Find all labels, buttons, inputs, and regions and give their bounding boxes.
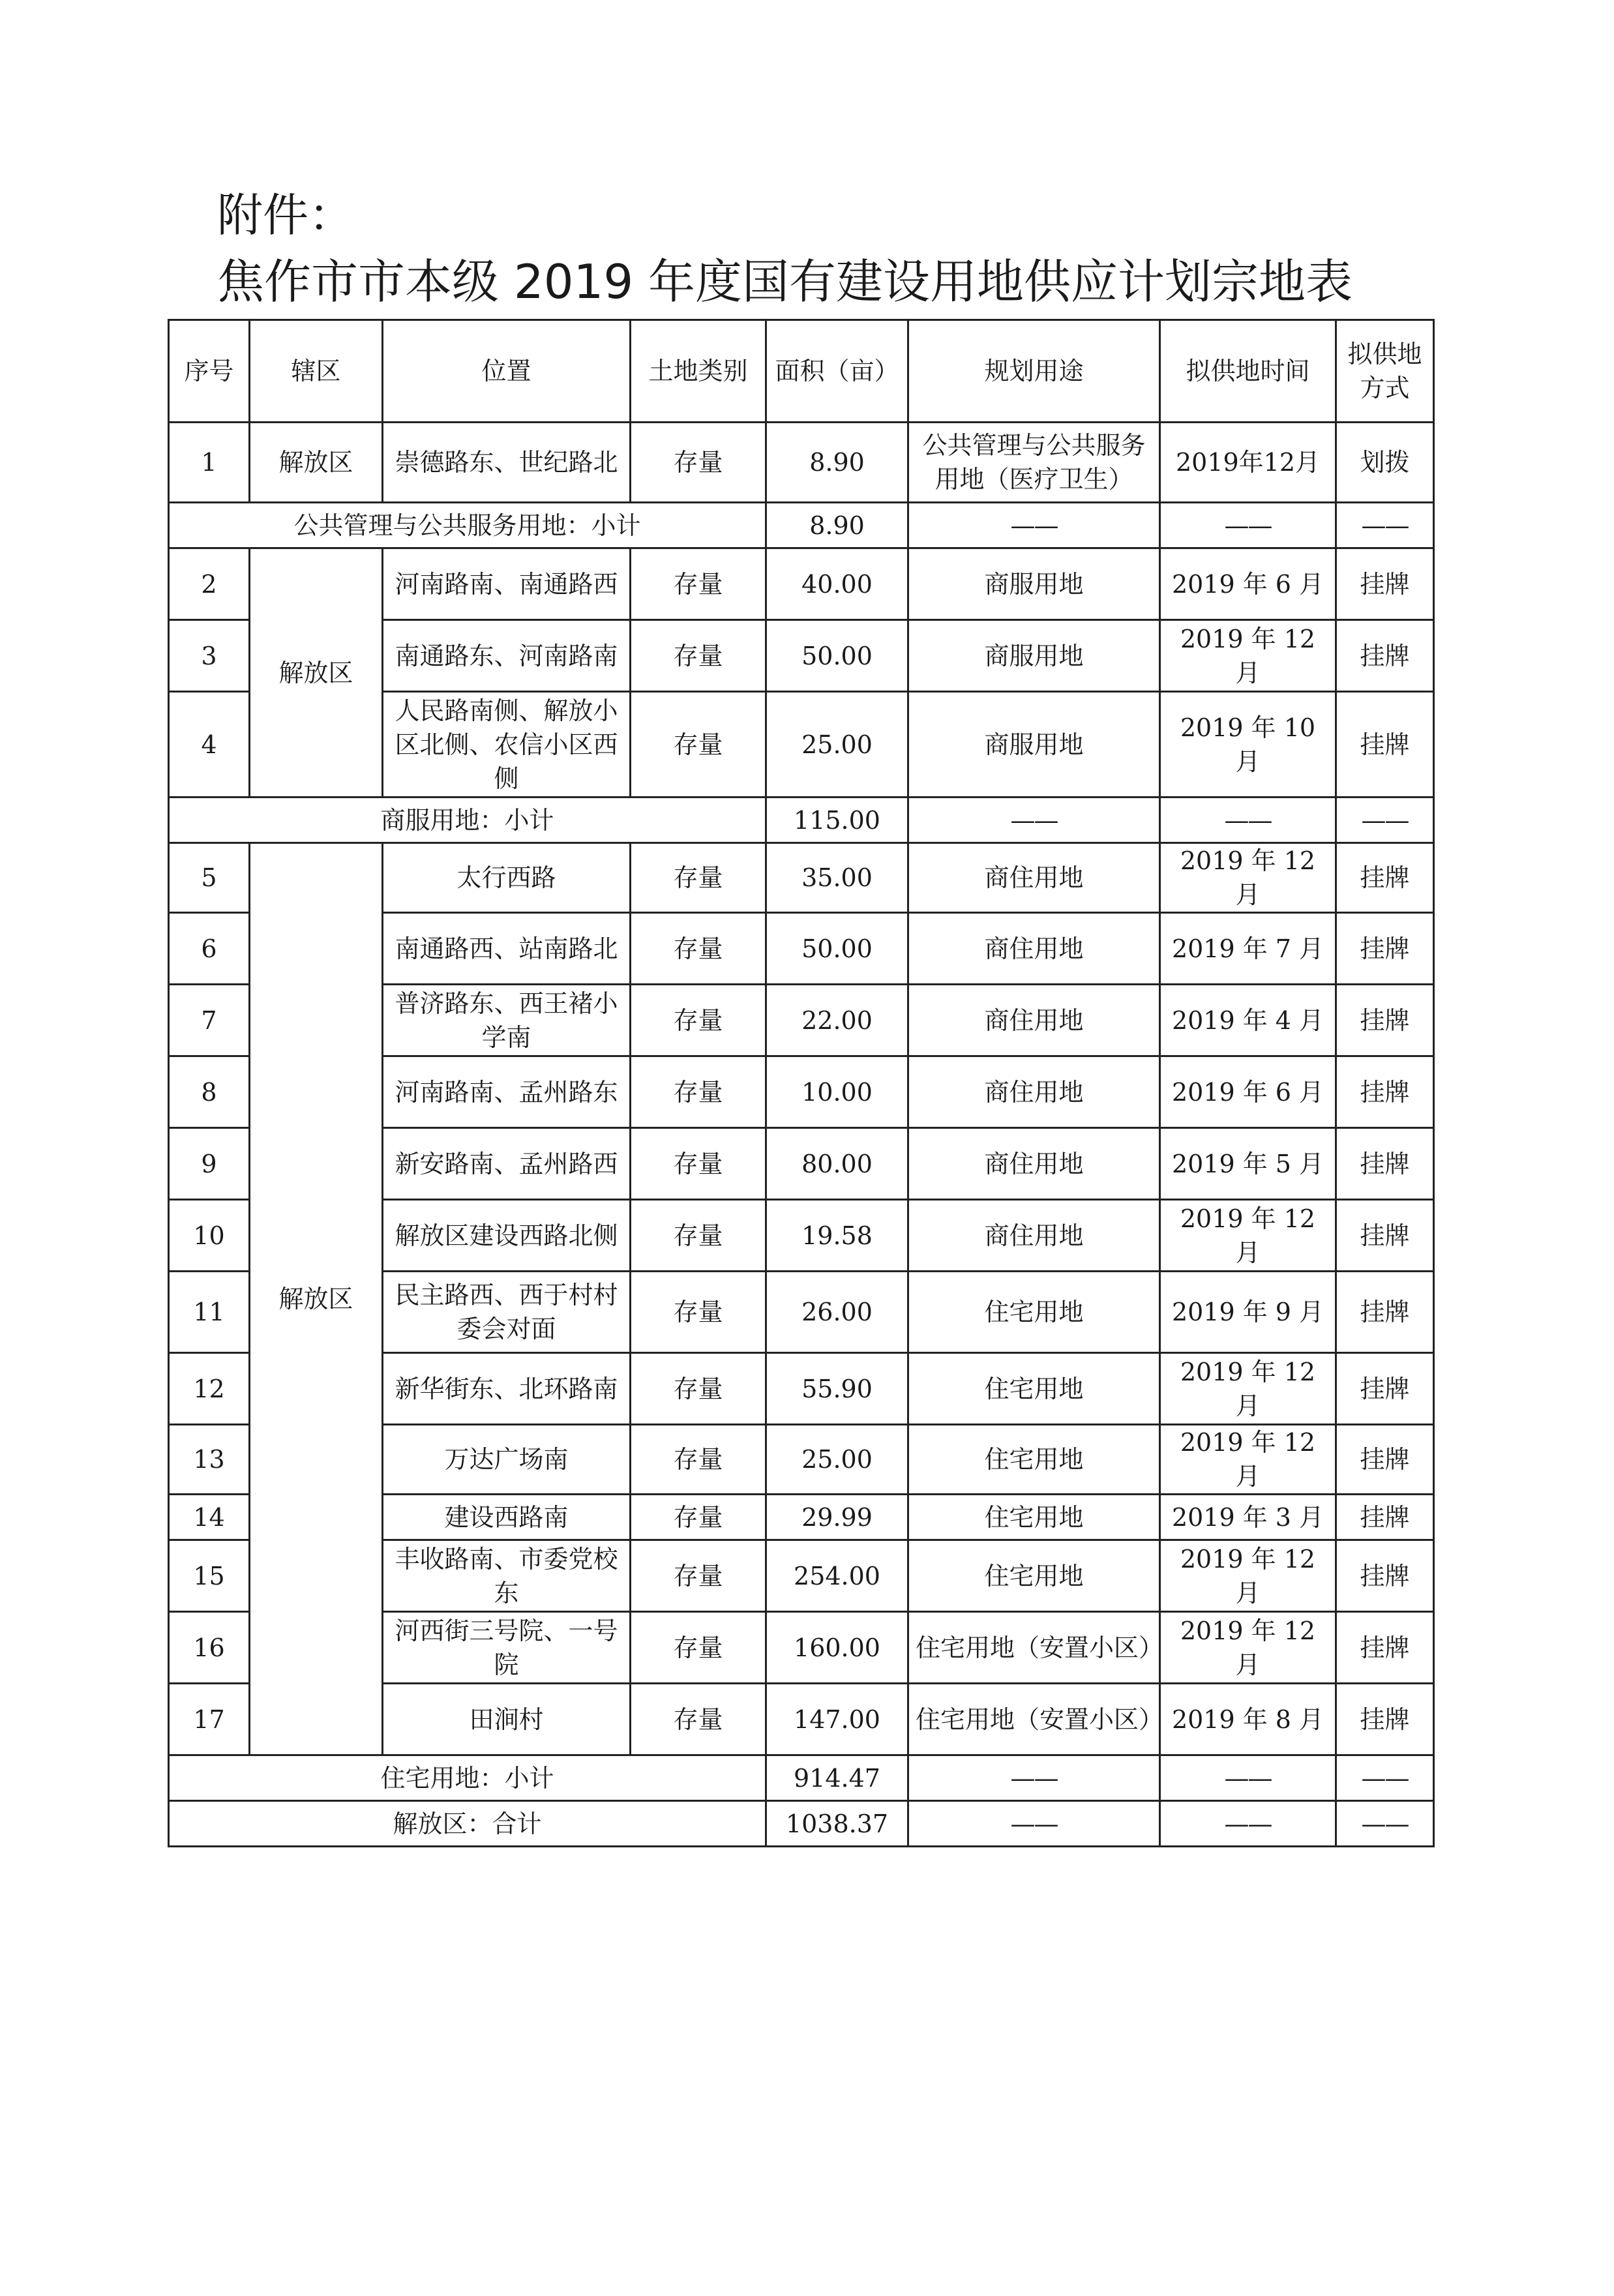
cell-supply-time: 2019 年 12 月 (1160, 1425, 1336, 1495)
cell-seq: 13 (169, 1425, 250, 1495)
cell-supply-time: 2019 年 12 月 (1160, 620, 1336, 692)
cell-supply-time: 2019 年 10 月 (1160, 692, 1336, 798)
dash-cell: —— (1160, 1755, 1336, 1801)
cell-location: 南通路西、站南路北 (383, 913, 631, 985)
cell-area: 35.00 (766, 843, 908, 913)
cell-supply-time: 2019 年 9 月 (1160, 1272, 1336, 1353)
cell-supply-method: 挂牌 (1336, 913, 1434, 985)
dash-cell: —— (1336, 1801, 1434, 1847)
subtotal-row (169, 503, 1434, 548)
cell-land-type: 存量 (631, 913, 766, 985)
cell-supply-time: 2019 年 12 月 (1160, 1540, 1336, 1612)
cell-supply-time: 2019 年 7 月 (1160, 913, 1336, 985)
cell-land-type: 存量 (631, 423, 766, 503)
dash-cell: —— (1160, 503, 1336, 548)
cell-usage: 商住用地 (908, 1200, 1160, 1272)
cell-area: 80.00 (766, 1128, 908, 1200)
dash-cell: —— (908, 798, 1160, 843)
cell-supply-method: 挂牌 (1336, 1540, 1434, 1612)
subtotal-label: 商服用地：小计 (169, 798, 766, 843)
cell-usage: 商住用地 (908, 913, 1160, 985)
cell-usage: 住宅用地 (908, 1425, 1160, 1495)
cell-location: 河南路南、南通路西 (383, 548, 631, 620)
cell-land-type: 存量 (631, 1128, 766, 1200)
cell-usage: 住宅用地 (908, 1540, 1160, 1612)
dash-cell: —— (1336, 1755, 1434, 1801)
cell-supply-time: 2019 年 3 月 (1160, 1495, 1336, 1540)
cell-area: 10.00 (766, 1056, 908, 1128)
cell-usage: 公共管理与公共服务用地（医疗卫生） (908, 423, 1160, 503)
cell-seq: 2 (169, 548, 250, 620)
cell-area: 25.00 (766, 692, 908, 798)
cell-seq: 10 (169, 1200, 250, 1272)
cell-supply-time: 2019 年 8 月 (1160, 1684, 1336, 1755)
cell-supply-time: 2019 年 6 月 (1160, 1056, 1336, 1128)
cell-area: 40.00 (766, 548, 908, 620)
cell-area: 254.00 (766, 1540, 908, 1612)
cell-land-type: 存量 (631, 1612, 766, 1684)
header-usage: 规划用途 (908, 320, 1160, 423)
subtotal-area: 914.47 (766, 1755, 908, 1801)
table-row (169, 843, 1434, 913)
cell-seq: 14 (169, 1495, 250, 1540)
cell-location: 河西街三号院、一号院 (383, 1612, 631, 1684)
cell-land-type: 存量 (631, 1684, 766, 1755)
cell-seq: 8 (169, 1056, 250, 1128)
cell-supply-time: 2019 年 6 月 (1160, 548, 1336, 620)
cell-land-type: 存量 (631, 548, 766, 620)
cell-supply-method: 挂牌 (1336, 1272, 1434, 1353)
cell-supply-time: 2019 年 5 月 (1160, 1128, 1336, 1200)
cell-seq: 17 (169, 1684, 250, 1755)
cell-area: 55.90 (766, 1353, 908, 1425)
cell-area: 160.00 (766, 1612, 908, 1684)
header-area: 面积（亩） (766, 320, 908, 423)
dash-cell: —— (1160, 1801, 1336, 1847)
land-supply-table (168, 319, 1435, 1847)
dash-cell: —— (1336, 503, 1434, 548)
cell-seq: 4 (169, 692, 250, 798)
cell-usage: 商服用地 (908, 620, 1160, 692)
cell-usage: 商住用地 (908, 985, 1160, 1056)
cell-supply-method: 挂牌 (1336, 1128, 1434, 1200)
cell-area: 25.00 (766, 1425, 908, 1495)
dash-cell: —— (908, 1755, 1160, 1801)
dash-cell: —— (1336, 798, 1434, 843)
cell-land-type: 存量 (631, 1272, 766, 1353)
cell-supply-method: 挂牌 (1336, 1612, 1434, 1684)
cell-seq: 1 (169, 423, 250, 503)
cell-land-type: 存量 (631, 620, 766, 692)
cell-location: 解放区建设西路北侧 (383, 1200, 631, 1272)
header-supply-method: 拟供地方式 (1336, 320, 1434, 423)
cell-supply-method: 挂牌 (1336, 1495, 1434, 1540)
cell-area: 19.58 (766, 1200, 908, 1272)
header-land-type: 土地类别 (631, 320, 766, 423)
cell-land-type: 存量 (631, 1425, 766, 1495)
cell-usage: 商服用地 (908, 548, 1160, 620)
dash-cell: —— (908, 1801, 1160, 1847)
header-location: 位置 (383, 320, 631, 423)
cell-seq: 9 (169, 1128, 250, 1200)
document-title: 焦作市市本级 2019 年度国有建设用地供应计划宗地表 (217, 254, 1353, 309)
dash-cell: —— (908, 503, 1160, 548)
cell-land-type: 存量 (631, 1353, 766, 1425)
subtotal-row (169, 798, 1434, 843)
subtotal-row (169, 1755, 1434, 1801)
cell-location: 民主路西、西于村村委会对面 (383, 1272, 631, 1353)
cell-usage: 商服用地 (908, 692, 1160, 798)
total-label: 解放区：合计 (169, 1801, 766, 1847)
attachment-label: 附件： (217, 188, 354, 242)
cell-usage: 住宅用地（安置小区） (908, 1684, 1160, 1755)
total-area: 1038.37 (766, 1801, 908, 1847)
header-seq: 序号 (169, 320, 250, 423)
table-row (169, 548, 1434, 620)
cell-supply-method: 挂牌 (1336, 1200, 1434, 1272)
cell-seq: 6 (169, 913, 250, 985)
cell-usage: 商住用地 (908, 843, 1160, 913)
subtotal-area: 115.00 (766, 798, 908, 843)
cell-location: 南通路东、河南路南 (383, 620, 631, 692)
table-header-row (169, 320, 1434, 423)
cell-seq: 12 (169, 1353, 250, 1425)
cell-supply-time: 2019 年 12 月 (1160, 1353, 1336, 1425)
cell-land-type: 存量 (631, 843, 766, 913)
cell-supply-time: 2019 年 12 月 (1160, 843, 1336, 913)
cell-land-type: 存量 (631, 692, 766, 798)
cell-area: 26.00 (766, 1272, 908, 1353)
cell-seq: 5 (169, 843, 250, 913)
cell-area: 8.90 (766, 423, 908, 503)
cell-location: 新华街东、北环路南 (383, 1353, 631, 1425)
cell-land-type: 存量 (631, 1495, 766, 1540)
cell-usage: 住宅用地 (908, 1495, 1160, 1540)
header-supply-time: 拟供地时间 (1160, 320, 1336, 423)
cell-seq: 3 (169, 620, 250, 692)
cell-area: 147.00 (766, 1684, 908, 1755)
cell-district: 解放区 (250, 423, 383, 503)
cell-usage: 住宅用地 (908, 1272, 1160, 1353)
cell-supply-method: 挂牌 (1336, 1684, 1434, 1755)
cell-location: 人民路南侧、解放小区北侧、农信小区西侧 (383, 692, 631, 798)
cell-district: 解放区 (250, 843, 383, 1755)
cell-supply-time: 2019年12月 (1160, 423, 1336, 503)
subtotal-area: 8.90 (766, 503, 908, 548)
cell-supply-method: 挂牌 (1336, 1425, 1434, 1495)
cell-supply-time: 2019 年 4 月 (1160, 985, 1336, 1056)
cell-supply-method: 挂牌 (1336, 1056, 1434, 1128)
cell-supply-method: 挂牌 (1336, 985, 1434, 1056)
cell-location: 万达广场南 (383, 1425, 631, 1495)
cell-supply-method: 挂牌 (1336, 548, 1434, 620)
cell-seq: 11 (169, 1272, 250, 1353)
cell-land-type: 存量 (631, 1056, 766, 1128)
cell-location: 河南路南、孟州路东 (383, 1056, 631, 1128)
cell-supply-method: 挂牌 (1336, 620, 1434, 692)
header-district: 辖区 (250, 320, 383, 423)
cell-area: 22.00 (766, 985, 908, 1056)
total-row (169, 1801, 1434, 1847)
cell-area: 50.00 (766, 913, 908, 985)
cell-land-type: 存量 (631, 985, 766, 1056)
cell-location: 崇德路东、世纪路北 (383, 423, 631, 503)
cell-usage: 商住用地 (908, 1056, 1160, 1128)
cell-location: 新安路南、孟州路西 (383, 1128, 631, 1200)
cell-supply-time: 2019 年 12 月 (1160, 1612, 1336, 1684)
cell-usage: 住宅用地 (908, 1353, 1160, 1425)
cell-location: 太行西路 (383, 843, 631, 913)
cell-usage: 商住用地 (908, 1128, 1160, 1200)
cell-supply-method: 挂牌 (1336, 843, 1434, 913)
dash-cell: —— (1160, 798, 1336, 843)
cell-seq: 15 (169, 1540, 250, 1612)
cell-supply-time: 2019 年 12 月 (1160, 1200, 1336, 1272)
cell-location: 田涧村 (383, 1684, 631, 1755)
cell-location: 丰收路南、市委党校东 (383, 1540, 631, 1612)
cell-area: 50.00 (766, 620, 908, 692)
table-row (169, 423, 1434, 503)
cell-supply-method: 划拨 (1336, 423, 1434, 503)
subtotal-label: 住宅用地：小计 (169, 1755, 766, 1801)
cell-area: 29.99 (766, 1495, 908, 1540)
cell-usage: 住宅用地（安置小区） (908, 1612, 1160, 1684)
cell-seq: 16 (169, 1612, 250, 1684)
cell-district: 解放区 (250, 548, 383, 798)
cell-location: 建设西路南 (383, 1495, 631, 1540)
cell-supply-method: 挂牌 (1336, 692, 1434, 798)
cell-land-type: 存量 (631, 1200, 766, 1272)
cell-land-type: 存量 (631, 1540, 766, 1612)
subtotal-label: 公共管理与公共服务用地：小计 (169, 503, 766, 548)
cell-supply-method: 挂牌 (1336, 1353, 1434, 1425)
cell-seq: 7 (169, 985, 250, 1056)
cell-location: 普济路东、西王褚小学南 (383, 985, 631, 1056)
